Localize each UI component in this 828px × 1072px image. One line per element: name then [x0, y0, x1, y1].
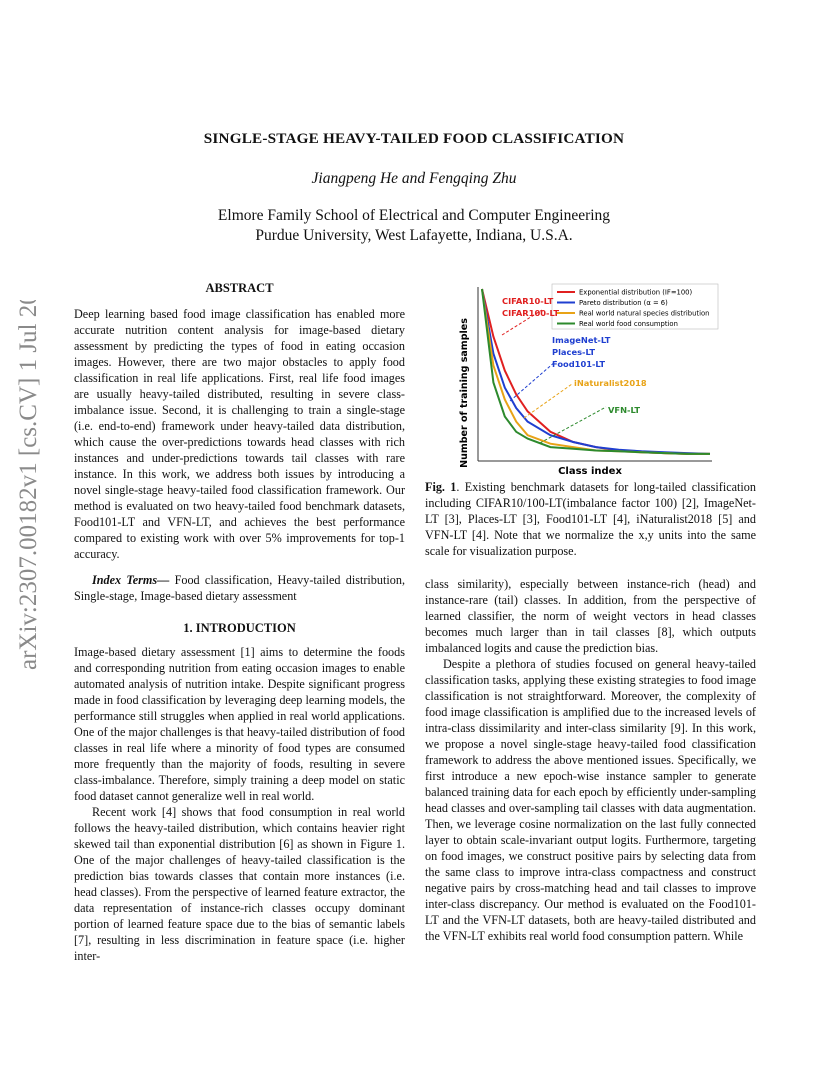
arxiv-watermark	[6, 300, 46, 670]
figure-1-chart	[450, 283, 720, 478]
annotation-inaturalist2018: iNaturalist2018	[574, 378, 647, 388]
arrow-inat	[524, 384, 572, 418]
abstract-heading: ABSTRACT	[205, 281, 274, 295]
x-axis-label: Class index	[558, 466, 622, 477]
annotation-cifar10-lt: CIFAR10-LT	[502, 296, 554, 306]
index-terms	[74, 572, 405, 604]
affiliation-line-2: Purdue University, West Lafayette, Indiana, U.S.A.	[255, 227, 573, 244]
annotation-vfn-lt: VFN-LT	[608, 405, 641, 415]
right-paragraph-2: Despite a plethora of studies focused on general heavy-tailed classification tasks, applying these existing strategies to food image classification is not straightforward. Moreover, the complexity of food image classification is amplified due to the increased levels of intra-class dissimilarity and inter-class similarity [9]. In this work, we propose a novel single-stage heavy-tailed food classification framework to address the above mentioned issues. Specifically, we first introduce a new epoch-wise instance sampler to generate balanced training data for each epoch by efficiently under-sampling head classes and over-sampling tail classes with data augmentation. Then, we leverage cosine normalization on the last fully connected layer to obtain scale-invariant output logits. Furthermore, targeting on food images, we construct positive pairs by selecting data from the same class to improve intra-class compactness and construct negative pairs by cross-matching head and tail classes to improve inter-class discrepancy. Our method is evaluated on the Food101-LT and the VFN-LT datasets, both are heavy-tailed distributed and the VFN-LT exhibits real world food consumption pattern. While	[425, 657, 756, 943]
figure-caption	[425, 479, 756, 559]
legend-entry-3: Real world natural species distribution	[579, 309, 710, 318]
index-terms-label: Index Terms—	[92, 573, 170, 587]
annotation-imagenet-lt: ImageNet-LT	[552, 335, 611, 345]
legend-entry-2: Pareto distribution (α = 6)	[579, 299, 668, 307]
affiliation	[0, 206, 828, 246]
paper-title: SINGLE-STAGE HEAVY-TAILED FOOD CLASSIFICATION	[203, 130, 625, 147]
affiliation-line-1: Elmore Family School of Electrical and Computer Engineering	[217, 207, 611, 224]
authors: Jiangpeng He and Fengqing Zhu	[311, 170, 517, 187]
annotation-food101-lt: Food101-LT	[552, 359, 606, 369]
abstract-text: Deep learning based food image classification has enabled more accurate nutrition content analysis for image-based dietary assessment by predicting the types of food in eating occasion images. However, there are two major obstacles to apply food classification in real life applications. First, real life food images are usually heavy-tailed distributed, resulting in severe class-imbalance issue. Second, it is challenging to train a single-stage (i.e. end-to-end) framework under heavy-tailed data distribution, which cause the over-predictions towards head classes with rich instances and under-predictions towards tail classes with rare instance. In this work, we address both issues by introducing a novel single-stage heavy-tailed food classification framework. Our method is evaluated on two heavy-tailed food benchmark datasets, Food101-LT and VFN-LT, and achieves the best performance compared to existing work with over 5% improvements for top-1 accuracy.	[74, 307, 405, 561]
index-terms-text: Food classification, Heavy-tailed distribution, Single-stage, Image-based dietary assessment	[74, 573, 405, 603]
right-paragraph-1: class similarity), especially between instance-rich (head) and instance-rare (tail) classes. In addition, from the perspective of learned classifier, the norm of weight vectors in head classes becomes much larger than in tail classes [8], which outputs imbalanced logits and cause the prediction bias.	[425, 577, 756, 655]
intro-paragraph-2: Recent work [4] shows that food consumption in real world follows the heavy-tailed distribution, which contains heavier right skewed tail than exponential distribution [6] as shown in Figure 1. One of the major challenges of heavy-tailed classification is the prediction bias towards classes that contain more instances (i.e. head classes). From the perspective of learned feature extractor, the data representation of instance-rich classes occupy dominant portion of learned feature space due to the bias of semantic labels [7], resulting in less discrimination in feature space (i.e. higher inter-	[74, 805, 405, 963]
legend	[552, 284, 718, 329]
intro-paragraph-1: Image-based dietary assessment [1] aims to determine the foods and corresponding nutrition from eating occasion images to enable automated analysis of nutrition intake. Despite significant progress made in food classification by leveraging deep learning models, the performance still struggles when applied in real world applications. One of the major challenges is that heavy-tailed distribution of food classes in real life where a minority of food types are consumed more frequently than the majority of foods, resulting in severe class-imbalance. Therefore, simply training a deep model on static food dataset cannot generalize well in real world.	[74, 645, 406, 803]
intro-heading: 1. INTRODUCTION	[183, 621, 296, 635]
y-axis-label: Number of training samples	[459, 318, 470, 468]
legend-entry-1: Exponential distribution (IF=100)	[579, 288, 693, 297]
legend-entry-4: Real world food consumption	[579, 320, 678, 328]
right-column	[425, 576, 756, 944]
left-column	[74, 280, 405, 964]
arxiv-id-text: arXiv:2307.00182v1 [cs.CV] 1 Jul 2023	[15, 300, 42, 670]
annotation-places-lt: Places-LT	[552, 347, 596, 357]
arrow-vfn	[540, 407, 606, 443]
figure-caption-text: . Existing benchmark datasets for long-tailed classification including CIFAR10/100-LT(imbalance factor 100) [2], ImageNet-LT [3], Places-LT [3], Food101-LT [4], iNaturalist2018 [5] and VFN-LT [4]. Note that we normalize the x,y units into the same scale for visualization purpose.	[425, 480, 756, 558]
annotation-cifar100-lt: CIFAR100-LT	[502, 308, 560, 318]
figure-caption-label: Fig. 1	[425, 480, 457, 494]
